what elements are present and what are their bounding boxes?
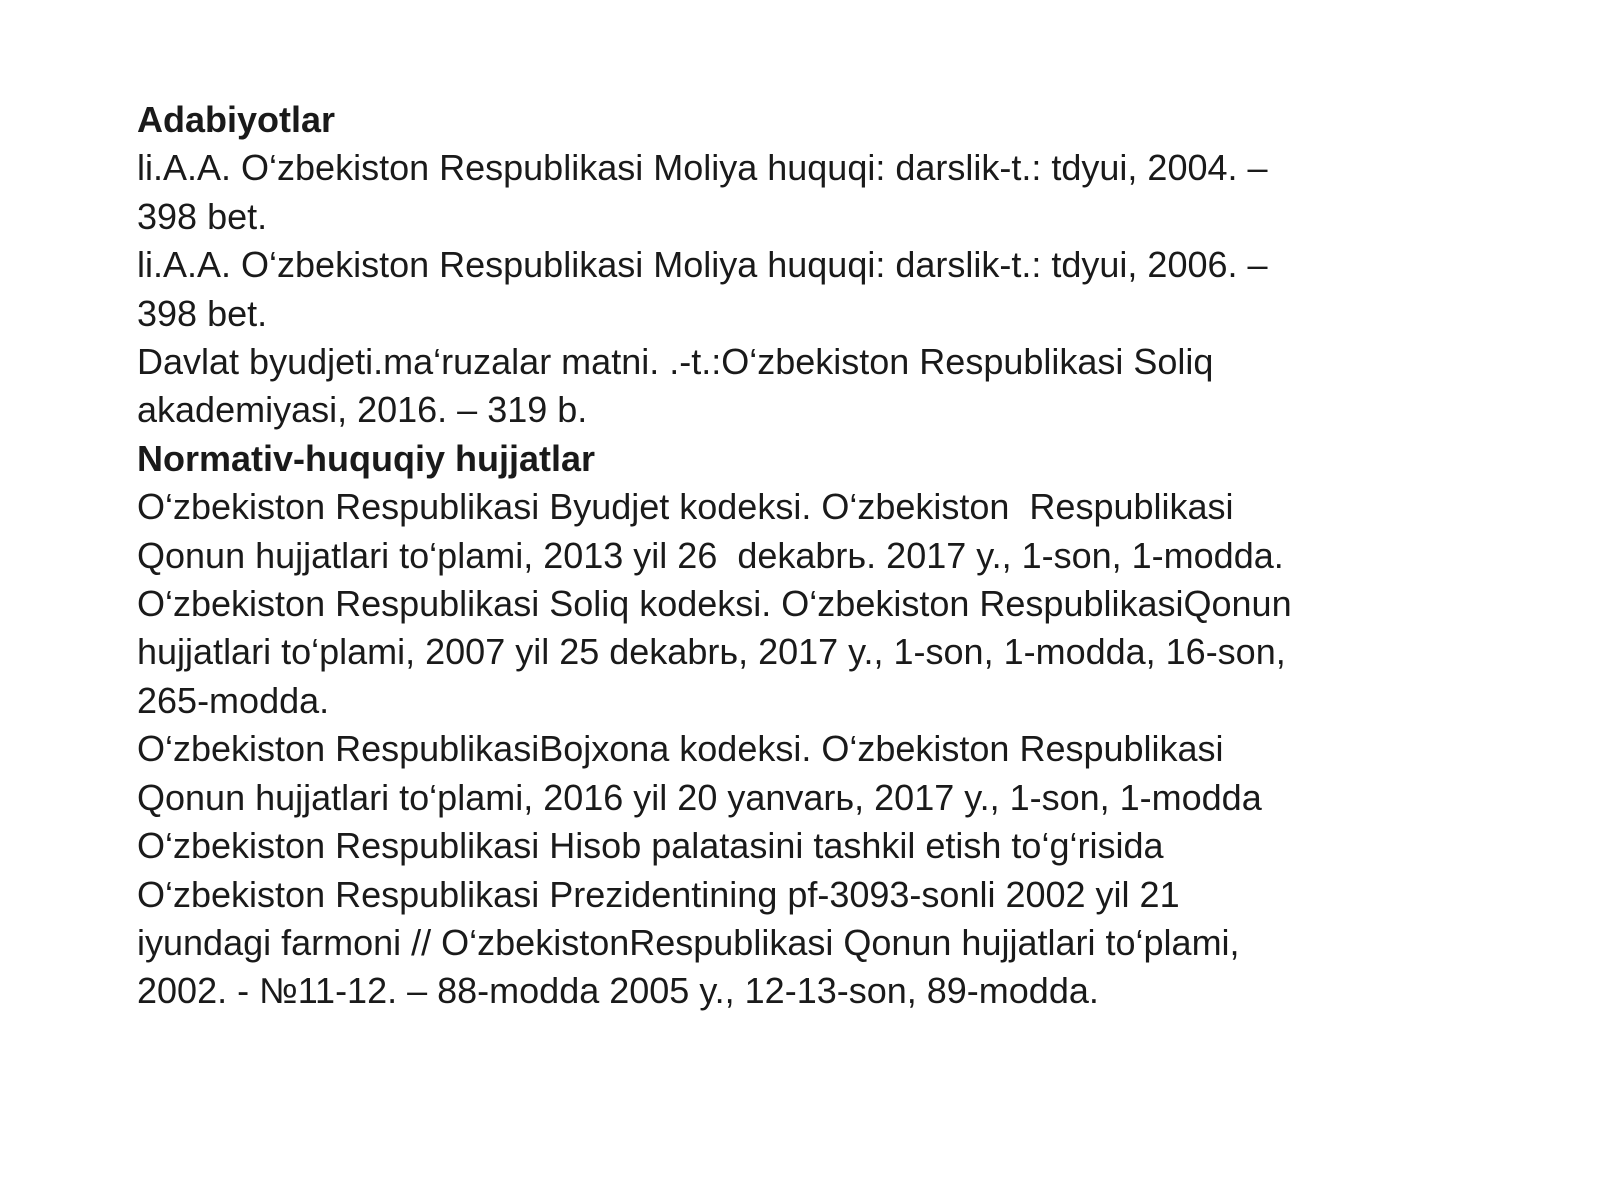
section-normative-documents [137,435,1467,1016]
reference-line: O‘zbekiston Respublikasi Prezidentining pf-3093-sonli 2002 yil 21 [137,873,1180,915]
reference-entry [137,241,1467,338]
reference-entry [137,580,1467,725]
reference-line: akademiyasi, 2016. – 319 b. [137,389,588,431]
reference-line: 398 bet. [137,195,268,237]
reference-line: iyundagi farmoni // O‘zbekistonRespublikasi Qonun hujjatlari to‘plami, [137,921,1240,963]
reference-line: O‘zbekiston Respublikasi Byudjet kodeksi. O‘zbekiston Respublikasi [137,486,1234,528]
reference-line: 265-modda. [137,679,330,721]
reference-entry [137,725,1467,822]
reference-line: li.A.A. O‘zbekiston Respublikasi Moliya huquqi: darslik-t.: tdyui, 2004. – [137,147,1268,189]
reference-entry [137,338,1467,435]
reference-line: li.A.A. O‘zbekiston Respublikasi Moliya huquqi: darslik-t.: tdyui, 2006. – [137,244,1268,286]
reference-line: Davlat byudjeti.ma‘ruzalar matni. .-t.:O‘zbekiston Respublikasi Soliq [137,341,1214,383]
reference-line: hujjatlari to‘plami, 2007 yil 25 dekabrь, 2017 y., 1-son, 1-modda, 16-son, [137,631,1286,673]
reference-line: Qonun hujjatlari to‘plami, 2016 yil 20 yanvarь, 2017 y., 1-son, 1-modda [137,776,1262,818]
reference-entry [137,144,1467,241]
reference-line: 398 bet. [137,292,268,334]
references-slide [137,96,1467,1016]
section-literature [137,96,1467,435]
reference-line: 2002. - №11-12. – 88-modda 2005 y., 12-13-son, 89-modda. [137,970,1099,1012]
reference-entry [137,822,1467,1016]
section-heading: Adabiyotlar [137,99,336,140]
reference-line: Qonun hujjatlari to‘plami, 2013 yil 26 dekabrь. 2017 y., 1-son, 1-modda. [137,534,1284,576]
reference-entry [137,483,1467,580]
reference-line: O‘zbekiston Respublikasi Hisob palatasini tashkil etish to‘g‘risida [137,825,1164,867]
section-heading: Normativ-huquqiy hujjatlar [137,437,596,479]
reference-line: O‘zbekiston RespublikasiBojxona kodeksi. O‘zbekiston Respublikasi [137,728,1224,770]
reference-line: O‘zbekiston Respublikasi Soliq kodeksi. O‘zbekiston RespublikasiQonun [137,583,1292,625]
